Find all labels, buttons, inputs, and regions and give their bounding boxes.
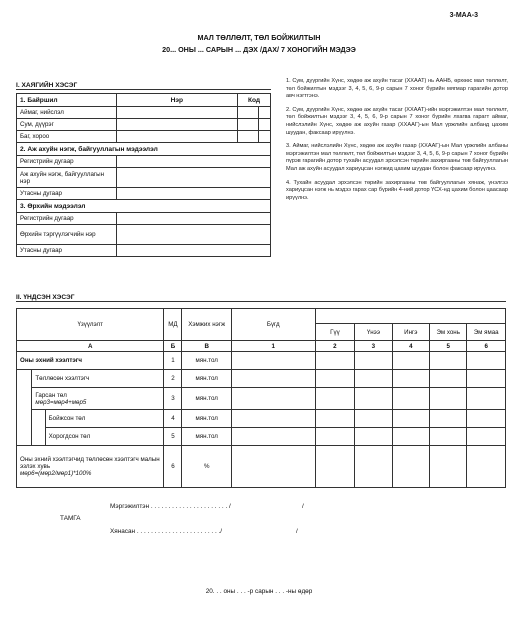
cow-cell[interactable]	[355, 370, 392, 388]
table-row	[17, 388, 506, 410]
total-cell[interactable]	[231, 352, 315, 370]
row-no-header: МД	[164, 309, 182, 341]
household-phone-cell[interactable]	[116, 245, 270, 257]
province-label: Аймаг, нийслэл	[17, 107, 117, 119]
total-cell[interactable]	[231, 428, 315, 446]
address-table	[16, 93, 271, 257]
table-row	[17, 370, 506, 388]
row-label: Төллөсөн хээлтэгч	[32, 370, 164, 388]
mare-cell[interactable]	[315, 446, 355, 488]
household-head-cell[interactable]	[116, 225, 270, 245]
district-code-cell-1[interactable]	[238, 119, 259, 131]
indent-spacer	[17, 388, 32, 410]
specialist-signature-end: /	[302, 503, 304, 510]
indent-spacer	[32, 410, 45, 428]
title-line-2: 20... ОНЫ ... САРЫН ... ДЭХ /ДАХ/ 7 ХОНОГИЙН МЭДЭЭ	[162, 45, 356, 54]
total-cell[interactable]	[231, 388, 315, 410]
she-camel-cell[interactable]	[392, 352, 429, 370]
ewe-cell[interactable]	[430, 352, 467, 370]
bag-code-cell-1[interactable]	[238, 131, 259, 143]
instruction-2: 2. Сум, дүүргийн Хүнс, хөдөө аж ахуйн тасаг (ХХААТ)-ийн мэргэжилтэн мал төллөлт, төл бойжилтын мэдээг 3, 4, 5, 6, 9-р сарын 7 хоног бүрийн лхагва гарагт аймаг, нийслэлийн Хүнс, хөдөө аж ахуйн газар (ХХААГ)-ын Мал үржлийн албанд цахим шуудан, факсаар ирүүлнэ.	[286, 106, 508, 136]
district-label: Сум, дүүрэг	[17, 119, 117, 131]
ewe-cell[interactable]	[430, 428, 467, 446]
species-header-gap	[315, 309, 505, 324]
she-camel-cell[interactable]	[392, 370, 429, 388]
checker-signature-end: /	[296, 528, 298, 535]
household-phone-label: Утасны дугаар	[17, 245, 117, 257]
bag-name-cell[interactable]	[116, 131, 237, 143]
row-formula: мөр6=(мөр2/мөр1)*100%	[20, 470, 92, 477]
ewe-cell[interactable]	[430, 370, 467, 388]
title-line-1: МАЛ ТӨЛЛӨЛТ, ТӨЛ БОЙЖИЛТЫН	[197, 33, 321, 42]
row-no: 6	[164, 446, 182, 488]
total-header: Бүгд	[231, 309, 315, 341]
household-info-header: 3. Өрхийн мэдээлэл	[17, 200, 271, 213]
table-row	[17, 428, 506, 446]
col-number-4: 4	[392, 341, 429, 352]
row-no: 2	[164, 370, 182, 388]
table-row	[17, 352, 506, 370]
she-camel-cell[interactable]	[392, 410, 429, 428]
row-label: Оны эхний хээлтэгч	[17, 352, 164, 370]
unit-info-header: 2. Аж ахуйн нэгж, байгууллагын мэдээлэл	[17, 143, 271, 156]
col-number-6: 6	[467, 341, 506, 352]
instruction-1: 1. Сум, дүүргийн Хүнс, хөдөө аж ахуйн тасаг (ХХААТ) нь ААНБ, өрхөөс мал төллөлт, төл бойжилтын мэдээг 3, 4, 5, 6, 9-р сарын 7 хоног бүрийн мягмар гарагийн дотор авч нэгтгэнэ.	[286, 78, 508, 100]
instruction-3: 3. Аймаг, нийслэлийн Хүнс, хөдөө аж ахуйн газар (ХХААГ)-ын Мал үржлийн албаны мэргэжилтэн мал төллөлт, төл бойжилтын мэдээг 3, 4, 5, 6, 9-р сарын 7 хоног бүрийн пүрэв гарагийн дотор тухайн асуудал эрхэлсэн төрийн захиргааны төв байгууллагын Мал аж ахуйн асуудал хариуцсан нэгжид цахим шуудан болон факсаар ирүүлнэ.	[286, 143, 508, 172]
row-unit: мян.тол	[182, 410, 232, 428]
she-goat-cell[interactable]	[467, 410, 506, 428]
indent-spacer	[17, 428, 32, 446]
instruction-4: 4. Тухайн асуудал эрхэлсэн төрийн захиргааны төв байгууллагын хянаж, үнэлгээ хариуцсан нэгж нь мэдээ гарах сар бүрийн 4-ний дотор ҮСХ-нд цахим болон цаасаар ирүүлнэ.	[286, 179, 508, 201]
mare-cell[interactable]	[315, 428, 355, 446]
she-goat-cell[interactable]	[467, 446, 506, 488]
specialist-signature: Мэргэжилтэн . . . . . . . . . . . . . . . . . . . . . . /	[110, 503, 231, 510]
table-row	[17, 446, 506, 488]
ewe-cell[interactable]	[430, 446, 467, 488]
mare-cell[interactable]	[315, 370, 355, 388]
total-cell[interactable]	[231, 410, 315, 428]
document-title	[0, 32, 518, 56]
she-goat-cell[interactable]	[467, 370, 506, 388]
col-number-1: 1	[231, 341, 315, 352]
code-header: Код	[238, 94, 271, 107]
mare-cell[interactable]	[315, 388, 355, 410]
row-label: Бойжсон төл	[45, 410, 164, 428]
main-table	[16, 308, 506, 488]
checker-signature: Хянасан . . . . . . . . . . . . . . . . . . . . . . . ./	[110, 528, 223, 535]
row-label-text: Оны эхний хээлтэгчид төллөсөн хээлтэгч малын эзлэх хувь	[20, 456, 160, 470]
mare-header: Гүү	[315, 324, 355, 341]
row-formula: мөр3=мөр4+мөр5	[35, 398, 87, 406]
cow-cell[interactable]	[355, 446, 392, 488]
unit-register-cell[interactable]	[116, 156, 270, 168]
cow-cell[interactable]	[355, 410, 392, 428]
cow-cell[interactable]	[355, 428, 392, 446]
cow-cell[interactable]	[355, 388, 392, 410]
she-goat-cell[interactable]	[467, 428, 506, 446]
letter-c: В	[182, 341, 232, 352]
ewe-cell[interactable]	[430, 388, 467, 410]
household-register-label: Регистрийн дугаар	[17, 213, 117, 225]
section-1-title: I. ХАЯГИЙН ХЭСЭГ	[16, 82, 271, 90]
row-unit: мян.тол	[182, 352, 232, 370]
row-unit: мян.тол	[182, 388, 232, 410]
she-goat-cell[interactable]	[467, 388, 506, 410]
she-camel-cell[interactable]	[392, 428, 429, 446]
row-unit: %	[182, 446, 232, 488]
unit-header: Хэмжих нэгж	[182, 309, 232, 341]
row-no: 5	[164, 428, 182, 446]
name-header: Нэр	[116, 94, 237, 107]
row-no: 1	[164, 352, 182, 370]
she-goat-header: Эм ямаа	[467, 324, 506, 341]
ewe-header: Эм хонь	[430, 324, 467, 341]
cow-cell[interactable]	[355, 352, 392, 370]
province-name-cell[interactable]	[116, 107, 237, 119]
indent-spacer	[17, 370, 32, 388]
province-code-cell-1[interactable]	[238, 107, 259, 119]
section-2-title: II. ҮНДСЭН ХЭСЭГ	[16, 294, 506, 302]
letter-b: Б	[164, 341, 182, 352]
row-unit: мян.тол	[182, 370, 232, 388]
she-goat-cell[interactable]	[467, 352, 506, 370]
she-camel-header: Ингэ	[392, 324, 429, 341]
district-code-cell-2[interactable]	[259, 119, 271, 131]
cow-header: Үнээ	[355, 324, 392, 341]
table-row	[17, 410, 506, 428]
unit-register-label: Регистрийн дугаар	[17, 156, 117, 168]
date-line: 20. . . оны . . . -р сарын . . . -ны өдөр	[205, 588, 313, 595]
col-number-2: 2	[315, 341, 355, 352]
she-camel-cell[interactable]	[392, 388, 429, 410]
row-label-text: Гарсан төл	[35, 391, 67, 399]
row-unit: мян.тол	[182, 428, 232, 446]
ewe-cell[interactable]	[430, 410, 467, 428]
total-cell[interactable]	[231, 446, 315, 488]
form-code: 3-МАА-3	[449, 12, 478, 19]
indent-spacer	[17, 410, 32, 428]
unit-phone-cell[interactable]	[116, 188, 270, 200]
total-cell[interactable]	[231, 370, 315, 388]
province-code-cell-2[interactable]	[259, 107, 271, 119]
location-header: 1. Байршил	[17, 94, 117, 107]
unit-name-cell[interactable]	[116, 168, 270, 188]
bag-label: Баг, хороо	[17, 131, 117, 143]
unit-name-label: Аж ахуйн нэгж, байгууллагын нэр	[17, 168, 117, 188]
instructions	[286, 78, 508, 208]
district-name-cell[interactable]	[116, 119, 237, 131]
stamp-label: ТАМГА	[60, 515, 81, 522]
col-number-3: 3	[355, 341, 392, 352]
row-no: 4	[164, 410, 182, 428]
bag-code-cell-2[interactable]	[259, 131, 271, 143]
indent-spacer	[32, 428, 45, 446]
she-camel-cell[interactable]	[392, 446, 429, 488]
household-register-cell[interactable]	[116, 213, 270, 225]
row-no: 3	[164, 388, 182, 410]
row-label	[32, 388, 164, 410]
row-label	[17, 446, 164, 488]
household-head-label: Өрхийн тэргүүлэгчийн нэр	[17, 225, 117, 245]
col-number-5: 5	[430, 341, 467, 352]
mare-cell[interactable]	[315, 410, 355, 428]
row-label: Хорогдсон төл	[45, 428, 164, 446]
unit-phone-label: Утасны дугаар	[17, 188, 117, 200]
mare-cell[interactable]	[315, 352, 355, 370]
indicator-header: Үзүүлэлт	[17, 309, 164, 341]
letter-a: А	[17, 341, 164, 352]
